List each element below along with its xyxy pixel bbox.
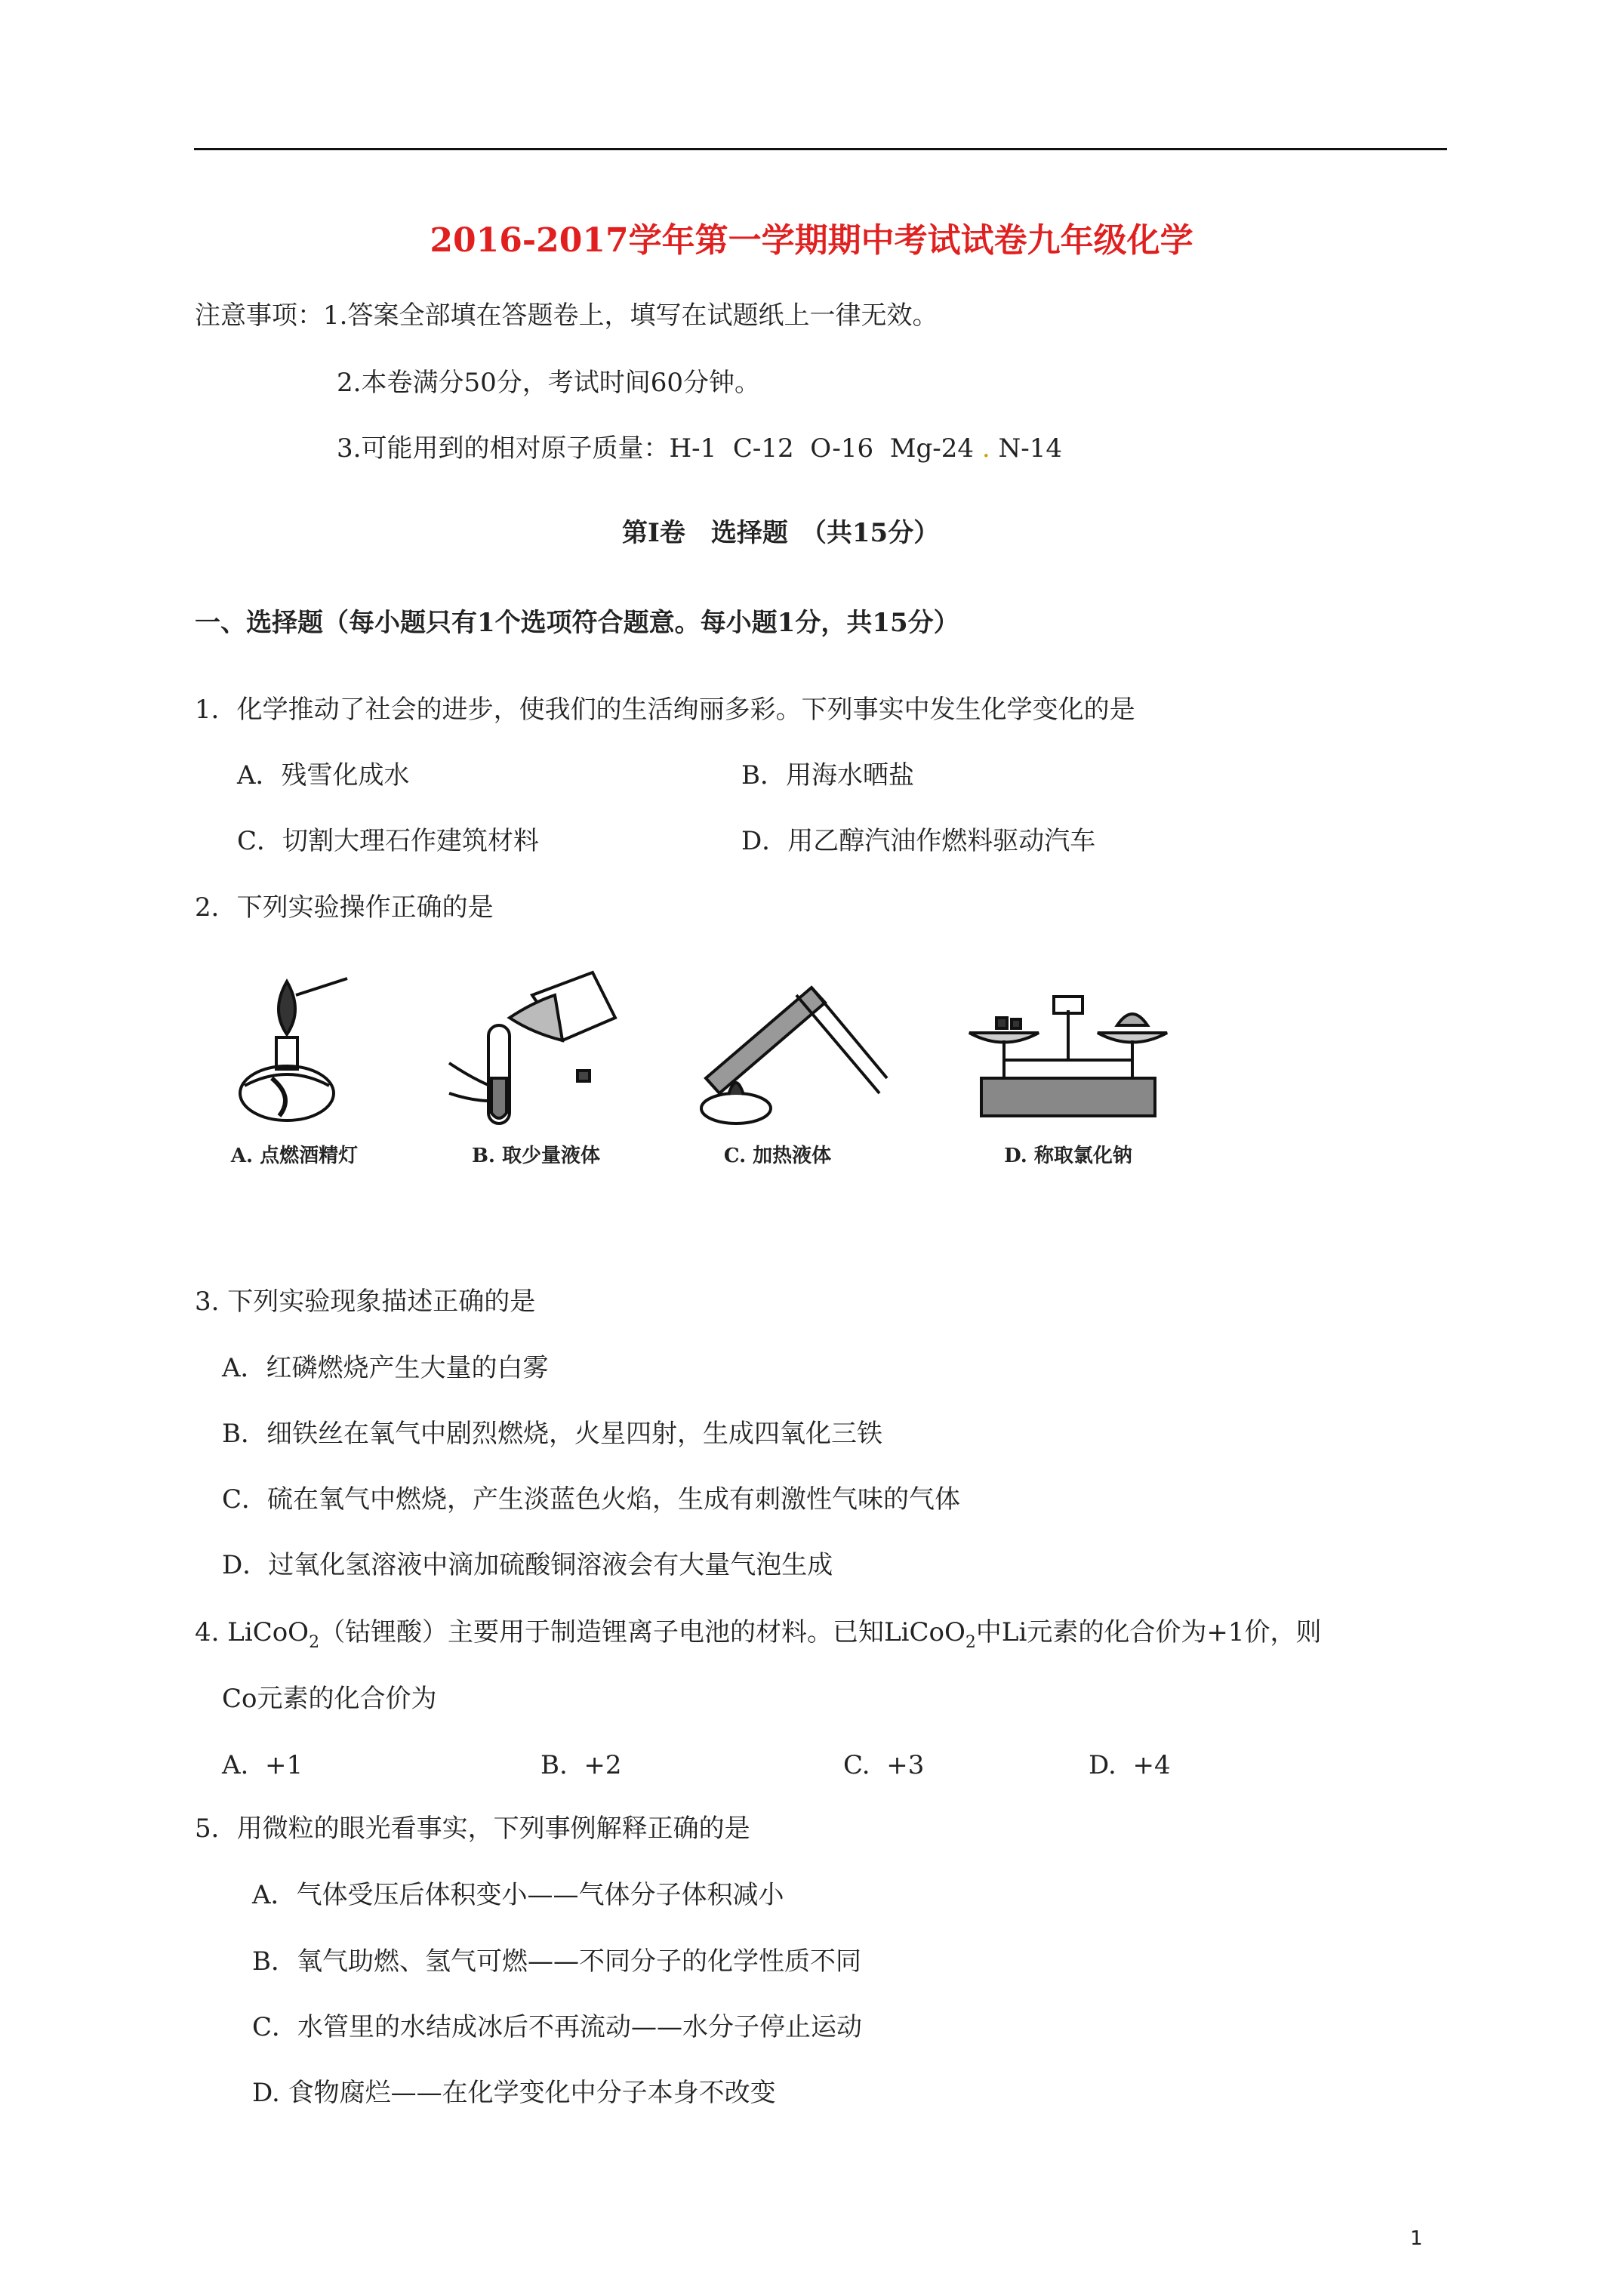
- figure-c-caption: C. 加热液体: [723, 1145, 832, 1167]
- note-3-text: 3.可能用到的相对原子质量：H-1 C-12 O-16 Mg-24: [337, 433, 982, 464]
- q4-number: 4.: [195, 1617, 228, 1647]
- alcohol-lamp-figure: [226, 965, 355, 1131]
- header-rule: [194, 148, 1447, 150]
- note-3: [337, 433, 1062, 464]
- q4-option-a: A. +1: [222, 1750, 303, 1780]
- figure-a-caption: A. 点燃酒精灯: [230, 1145, 359, 1167]
- q5-option-a: A．气体受压后体积变小——气体分子体积减小: [252, 1880, 784, 1910]
- note-3-dot: .: [981, 433, 990, 464]
- notes-label: 注意事项：: [195, 300, 323, 331]
- q4-formula-repeat: LiCoO: [884, 1617, 965, 1647]
- q1-option-b: B．用海水晒盐: [741, 760, 914, 791]
- q2-stem: 2．下列实验操作正确的是: [195, 892, 494, 923]
- q4-text-2: 中Li元素的化合价为+1价，则: [975, 1617, 1322, 1647]
- balance-scale-figure: [959, 965, 1178, 1131]
- figure-d-caption: D. 称取氯化钠: [1004, 1145, 1132, 1167]
- q1-option-c: C．切割大理石作建筑材料: [237, 826, 540, 856]
- page-number: 1: [1410, 2227, 1423, 2250]
- q5-option-b: B．氧气助燃、氢气可燃——不同分子的化学性质不同: [252, 1946, 861, 1977]
- q4-formula-subscript: 2: [309, 1633, 320, 1652]
- q1-option-d: D．用乙醇汽油作燃料驱动汽车: [741, 826, 1096, 856]
- q3-option-d: D．过氧化氢溶液中滴加硫酸铜溶液会有大量气泡生成: [222, 1550, 833, 1580]
- q4-line-2: Co元素的化合价为: [222, 1684, 437, 1714]
- pouring-liquid-figure: [442, 965, 623, 1131]
- notes-line-1: [195, 300, 938, 331]
- q5-stem: 5．用微粒的眼光看事实，下列事例解释正确的是: [195, 1814, 750, 1844]
- section-heading: 一、选择题（每小题只有1个选项符合题意。每小题1分，共15分）: [195, 608, 959, 638]
- note-3-tail: N-14: [990, 433, 1062, 464]
- q4-option-d: D. +4: [1089, 1750, 1171, 1780]
- q3-option-b: B．细铁丝在氧气中剧烈燃烧，火星四射，生成四氧化三铁: [222, 1419, 882, 1449]
- q4-option-b: B. +2: [540, 1750, 622, 1780]
- q1-option-a: A．残雪化成水: [237, 760, 410, 791]
- figure-b-caption: B. 取少量液体: [471, 1145, 601, 1167]
- exam-title: 2016-2017学年第一学期期中考试试卷九年级化学: [430, 221, 1193, 260]
- q4-text-1: （钴锂酸）主要用于制造锂离子电池的材料。已知: [319, 1617, 885, 1647]
- q4-formula-subscript-repeat: 2: [965, 1633, 976, 1652]
- q5-option-c: C．水管里的水结成冰后不再流动——水分子停止运动: [252, 2012, 863, 2042]
- note-1: 1.答案全部填在答题卷上，填写在试题纸上一律无效。: [323, 300, 938, 331]
- q3-stem: 3. 下列实验现象描述正确的是: [195, 1287, 536, 1317]
- q3-option-c: C．硫在氧气中燃烧，产生淡蓝色火焰，生成有刺激性气味的气体: [222, 1484, 961, 1515]
- q5-option-d: D. 食物腐烂——在化学变化中分子本身不改变: [252, 2078, 776, 2108]
- q1-stem: 1．化学推动了社会的进步，使我们的生活绚丽多彩。下列事实中发生化学变化的是: [195, 695, 1135, 725]
- heating-liquid-figure: [683, 965, 895, 1131]
- q4-formula: LiCoO: [227, 1617, 310, 1647]
- q3-option-a: A．红磷燃烧产生大量的白雾: [222, 1353, 549, 1383]
- note-2: 2.本卷满分50分，考试时间60分钟。: [337, 368, 760, 398]
- part-title: 第Ⅰ卷 选择题 （共15分）: [622, 518, 940, 548]
- q4-option-c: C. +3: [843, 1750, 925, 1780]
- q4-stem: [195, 1617, 1321, 1651]
